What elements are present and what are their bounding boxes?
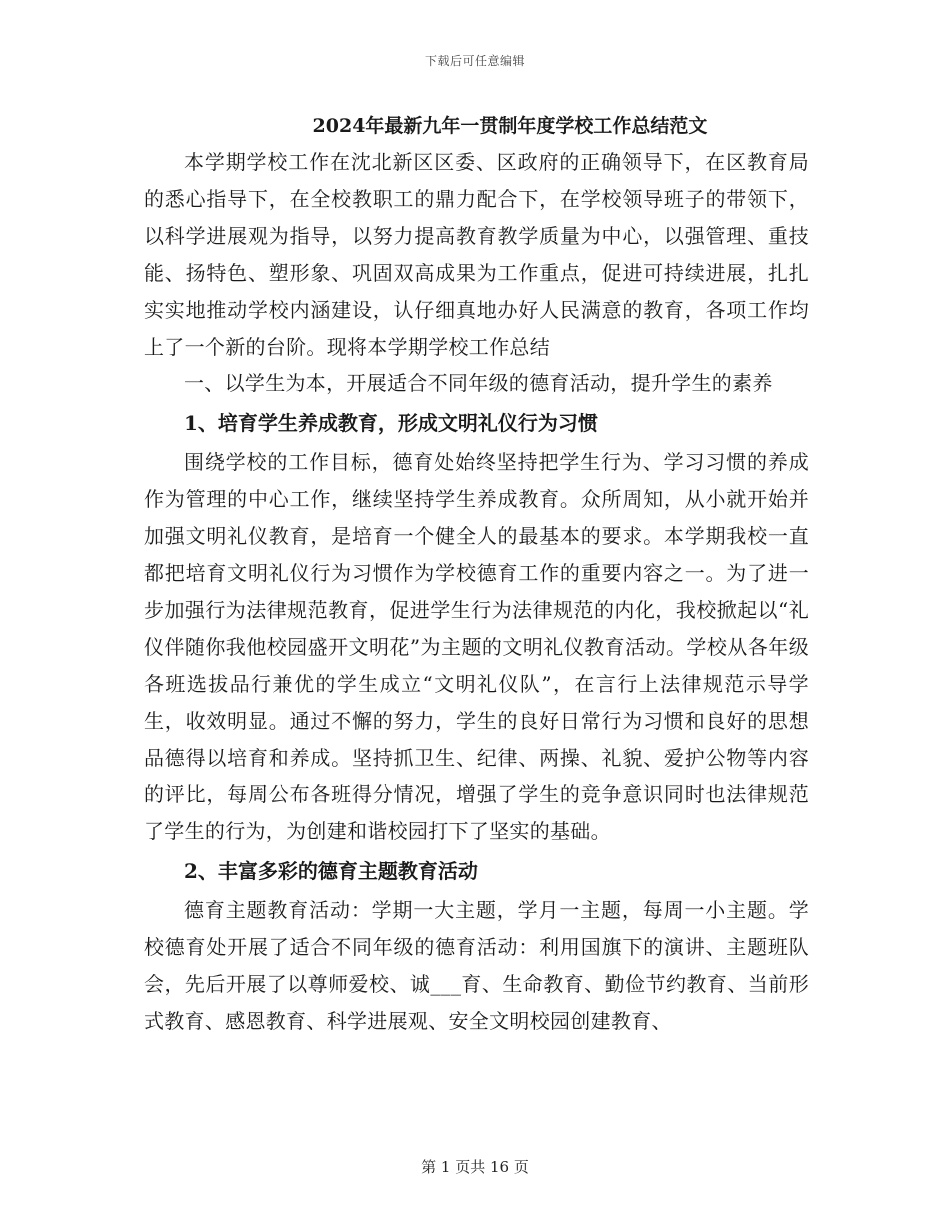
- subheading-one: 1、培育学生养成教育，形成文明礼仪行为习惯: [184, 411, 598, 436]
- document-body: [144, 144, 809, 1040]
- theme-activities-paragraph: 德育主题教育活动：学期一大主题，学月一主题，每周一小主题。学校德育处开展了适合不同年级的德育活动：利用国旗下的演讲、主题班队会，先后开展了以尊师爱校、诚___育、生命教育、勤俭节约教育、当前形式教育、感恩教育、科学进展观、安全文明校园创建教育、: [144, 898, 809, 1033]
- intro-paragraph: 本学期学校工作在沈北新区区委、区政府的正确领导下，在区教育局的悉心指导下，在全校教职工的鼎力配合下，在学校领导班子的带领下，以科学进展观为指导，以努力提高教育教学质量为中心，以强管理、重技能、扬特色、塑形象、巩固双高成果为工作重点，促进可持续进展，扎扎实实地推动学校内涵建设，认仔细真地办好人民满意的教育，各项工作均上了一个新的台阶。现将本学期学校工作总结: [144, 150, 809, 359]
- page-header-note: 下载后可任意编辑: [424, 54, 525, 68]
- document-title: 2024年最新九年一贯制年度学校工作总结范文: [312, 115, 708, 137]
- subheading-two: 2、丰富多彩的德育主题教育活动: [184, 859, 478, 884]
- habit-education-paragraph: 围绕学校的工作目标，德育处始终坚持把学生行为、学习习惯的养成作为管理的中心工作，继续坚持学生养成教育。众所周知，从小就开始并加强文明礼仪教育，是培育一个健全人的最基本的要求。本学期我校一直都把培育文明礼仪行为习惯作为学校德育工作的重要内容之一。为了进一步加强行为法律规范教育，促进学生行为法律规范的内化，我校掀起以“礼仪伴随你我他校园盛开文明花”为主题的文明礼仪教育活动。学校从各年级各班选拔品行兼优的学生成立“文明礼仪队”，在言行上法律规范示导学生，收效明显。通过不懈的努力，学生的良好日常行为习惯和良好的思想品德得以培育和养成。坚持抓卫生、纪律、两操、礼貌、爱护公物等内容的评比，每周公布各班得分情况，增强了学生的竞争意识同时也法律规范了学生的行为，为创建和谐校园打下了坚实的基础。: [144, 450, 809, 844]
- section-one-paragraph: 一、以学生为本，开展适合不同年级的德育活动，提升学生的素养: [184, 371, 773, 396]
- page-number: 第 1 页共 16 页: [421, 1158, 529, 1176]
